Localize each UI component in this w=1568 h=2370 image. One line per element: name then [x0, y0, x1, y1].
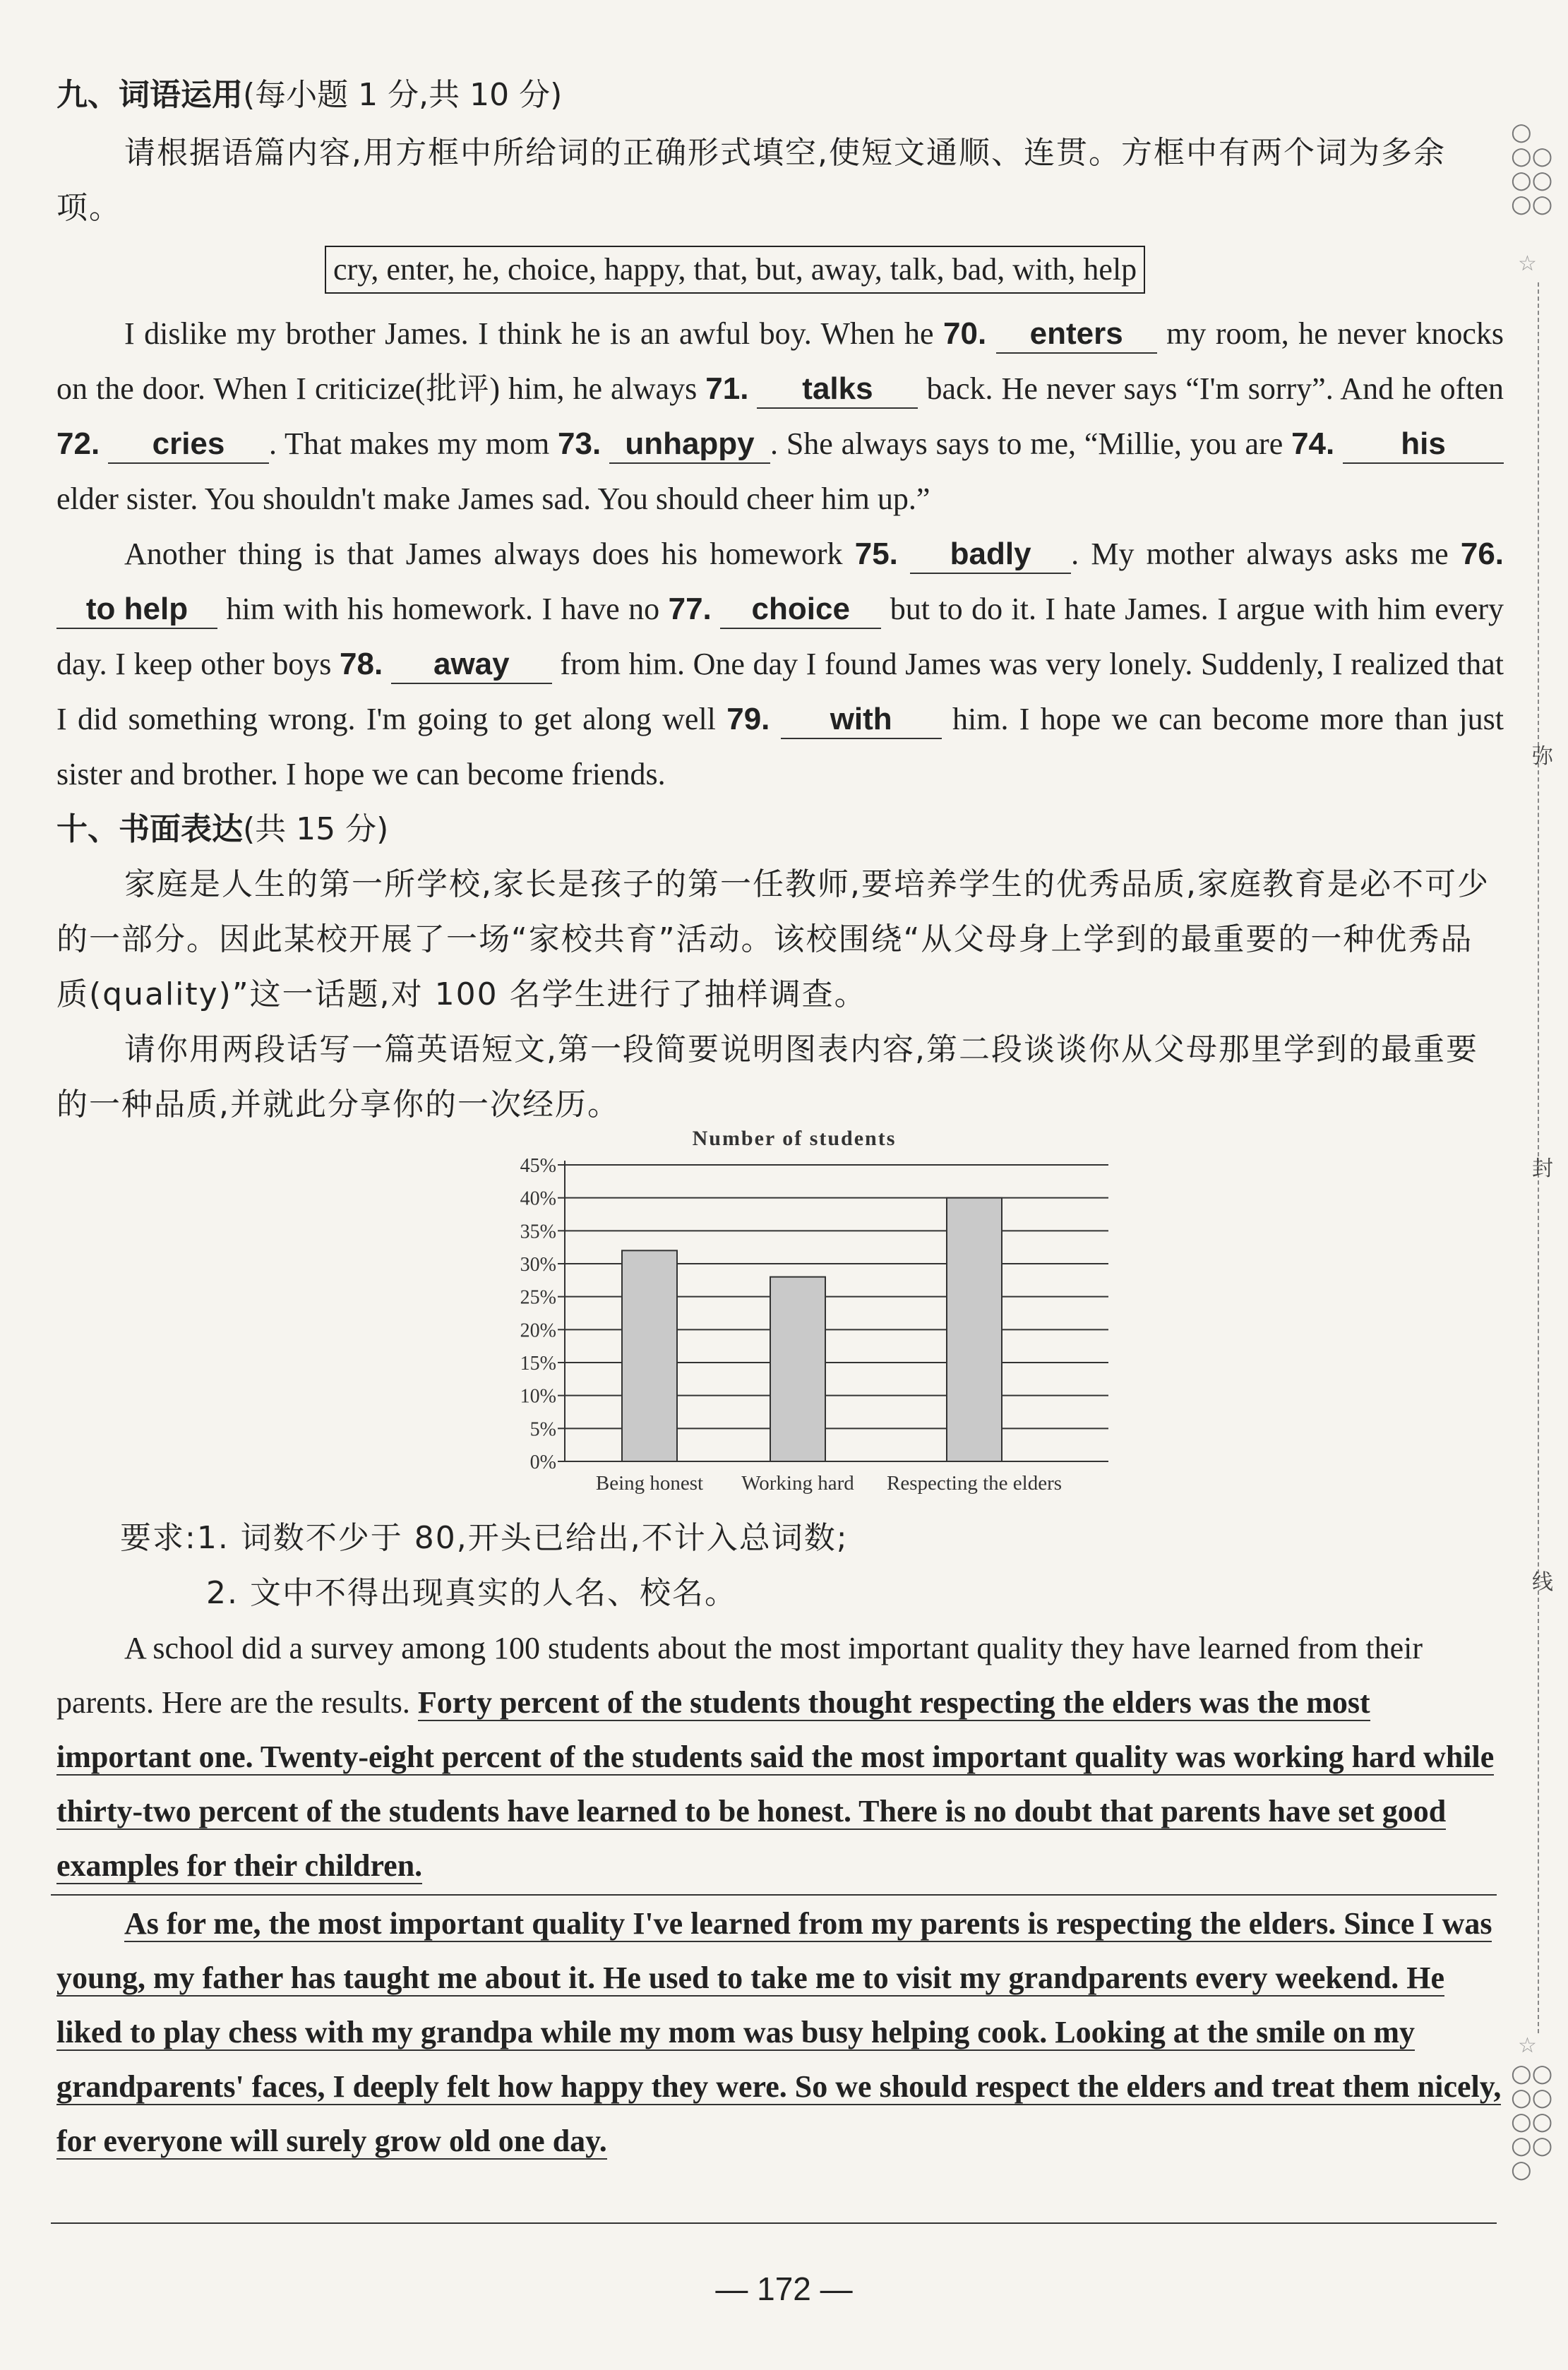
blank-number-77: 77.	[668, 592, 712, 626]
requirements-2: 2. 文中不得出现真实的人名、校名。	[206, 1575, 737, 1611]
essay-paragraph-1	[56, 1621, 1504, 1893]
passage-text: elder sister. You shouldn't make James sad. You should cheer him up.”	[56, 481, 930, 516]
section10-score: (共 15 分)	[243, 811, 389, 847]
star-icon: ☆	[1518, 251, 1537, 276]
x-tick-label: Being honest	[595, 1472, 704, 1495]
section10-title: 十、书面表达	[56, 811, 243, 847]
section10-heading	[56, 802, 1504, 857]
answer-75: badly	[910, 536, 1071, 574]
answer-74: his	[1343, 426, 1504, 464]
passage-text: from him. One day I found James was very lonely. Suddenly, I realized that I did something wrong. I'm going to get along well	[56, 647, 1504, 736]
essay-start: A school did a survey among 100 students about the most important quality they have learned from their parents. Here are the results.	[56, 1631, 1423, 1720]
bar-chart	[494, 1123, 1130, 1504]
blank-number-78: 78.	[340, 647, 383, 681]
chart-title: Number of students	[692, 1127, 897, 1150]
essay-answer-1: Forty percent of the students thought respecting the elders was the most important one. Twenty-eight percent of the students said the most important quality was working hard while thirty-two percent of the students have learned to be honest. There is no doubt that parents have set good examples for their children.	[56, 1685, 1495, 1883]
bar-2	[770, 1277, 825, 1461]
y-tick-label: 15%	[520, 1353, 556, 1375]
passage-text: my room, he never knocks on the door. When I criticize(批评) him, he always	[56, 316, 1504, 406]
section10-intro-1: 家庭是人生的第一所学校,家长是孩子的第一任教师,要培养学生的优秀品质,家庭教育是必不可少的一部分。因此某校开展了一场“家校共育”活动。该校围绕“从父母身上学到的最重要的一种优秀品质(quality)”这一话题,对 100 名学生进行了抽样调查。	[56, 866, 1490, 1012]
answer-77: choice	[720, 591, 881, 629]
margin-char-1: 弥	[1532, 744, 1553, 769]
passage-text: him with his homework. I have no	[226, 592, 660, 626]
star-icon: ☆	[1518, 2033, 1537, 2058]
y-tick-label: 25%	[520, 1286, 556, 1309]
passage-text: . My mother always asks me	[1071, 537, 1449, 571]
blank-number-72: 72.	[56, 426, 100, 461]
answer-72: cries	[108, 426, 269, 464]
writing-line	[51, 2222, 1497, 2224]
blank-number-75: 75.	[854, 537, 898, 571]
requirements-label: 要求:	[120, 1520, 197, 1556]
x-tick-label: Respecting the elders	[886, 1472, 1063, 1495]
passage-paragraph-1	[56, 306, 1504, 527]
binding-circles-bottom: ○○ ○○ ○○ ○○ ○	[1511, 2059, 1553, 2184]
y-tick-label: 35%	[520, 1221, 556, 1243]
writing-line	[51, 1894, 1497, 1896]
y-tick-label: 0%	[529, 1452, 556, 1473]
essay-paragraph-2	[56, 1896, 1504, 2168]
section10-intro-2: 请你用两段话写一篇英语短文,第一段简要说明图表内容,第二段谈谈你从父母那里学到的最重要的一种品质,并就此分享你的一次经历。	[56, 1031, 1478, 1123]
y-tick-label: 5%	[529, 1418, 556, 1441]
blank-number-79: 79.	[726, 702, 770, 736]
page-number: — 172 —	[715, 2270, 853, 2307]
section9-instruction: 请根据语篇内容,用方框中所给词的正确形式填空,使短文通顺、连贯。方框中有两个词为多余项。	[56, 135, 1446, 226]
section9-heading	[56, 68, 1504, 123]
answer-76: to help	[56, 591, 217, 629]
passage-paragraph-2	[56, 527, 1504, 802]
blank-number-73: 73.	[558, 426, 602, 461]
section9-score: (每小题 1 分,共 10 分)	[243, 77, 563, 113]
answer-70: enters	[996, 316, 1157, 354]
passage-text: . That makes my mom	[269, 426, 550, 461]
blank-number-76: 76.	[1460, 537, 1504, 571]
passage-text: back. He never says “I'm sorry”. And he often	[926, 371, 1504, 406]
y-tick-label: 45%	[520, 1155, 556, 1177]
passage-text: him. I hope we can become more than just sister and brother. I hope we can become friends.	[56, 702, 1504, 791]
blank-number-71: 71.	[705, 371, 749, 406]
y-tick-label: 20%	[520, 1319, 556, 1342]
margin-char-3: 线	[1532, 1570, 1553, 1595]
bar-1	[622, 1250, 677, 1461]
essay-answer-2: As for me, the most important quality I've learned from my parents is respecting the elders. Since I was young, my father has taught me about it. He used to take me to visit my grandparents every weekend. He liked to play chess with my grandpa while my mom was busy helping cook. Looking at the smile on my grandparents' faces, I deeply felt how happy they were. So we should respect the elders and treat them nicely, for everyone will surely grow old one day.	[56, 1906, 1502, 2158]
requirements-1	[120, 1511, 1461, 1566]
binding-circles-top: ○ ○○ ○○ ○○	[1511, 118, 1553, 218]
y-tick-label: 30%	[520, 1254, 556, 1276]
y-tick-label: 40%	[520, 1187, 556, 1210]
passage-text: . She always says to me, “Millie, you are	[770, 426, 1283, 461]
x-tick-label: Working hard	[741, 1472, 854, 1495]
answer-79: with	[781, 701, 942, 739]
answer-73: unhappy	[609, 426, 770, 464]
answer-71: talks	[757, 371, 918, 409]
bar-3	[947, 1198, 1002, 1461]
requirement-1: 1. 词数不少于 80,开头已给出,不计入总词数;	[196, 1520, 849, 1556]
section9-title: 九、词语运用	[56, 77, 243, 113]
word-box: cry, enter, he, choice, happy, that, but, away, talk, bad, with, help	[325, 246, 1145, 294]
passage-text: Another thing is that James always does his homework	[124, 537, 843, 571]
passage-text: but to do it. I hate James. I argue with him every day. I keep other boys	[56, 592, 1504, 681]
answer-78: away	[391, 646, 552, 684]
blank-number-74: 74.	[1291, 426, 1335, 461]
margin-char-2: 封	[1532, 1156, 1553, 1181]
blank-number-70: 70.	[943, 316, 987, 351]
passage-text: I dislike my brother James. I think he is an awful boy. When he	[124, 316, 934, 351]
y-tick-label: 10%	[520, 1385, 556, 1408]
